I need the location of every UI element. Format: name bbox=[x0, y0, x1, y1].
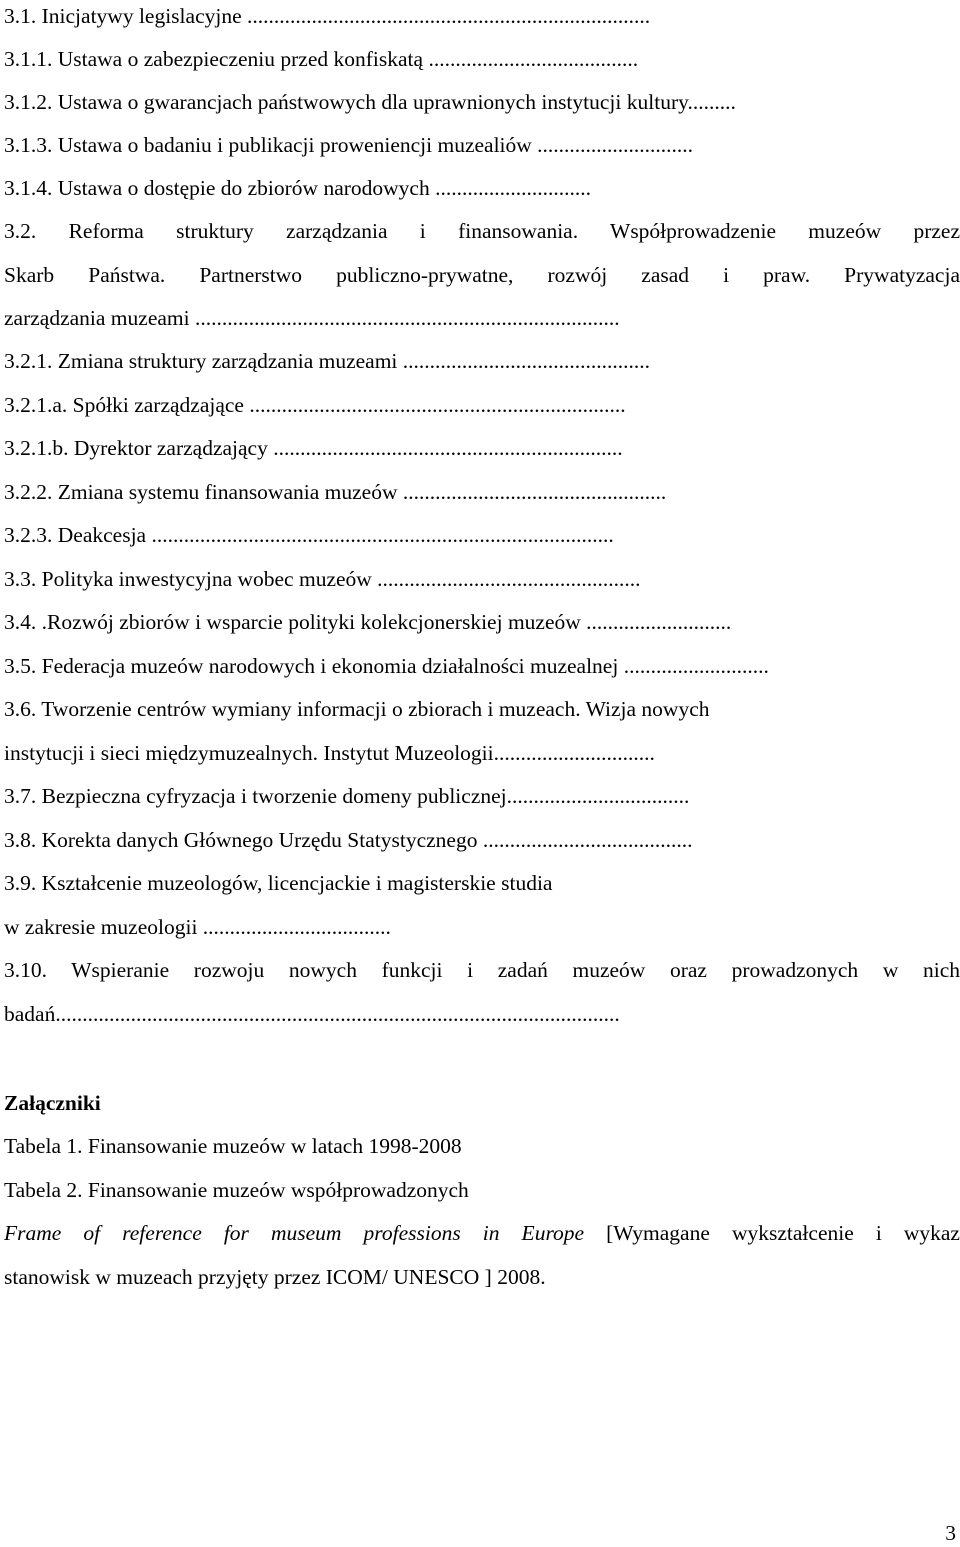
appendix-frame-reference-cont: stanowisk w muzeach przyjęty przez ICOM/ UNESCO ] 2008. bbox=[4, 1265, 546, 1289]
toc-line: 3.10. Wspieranie rozwoju nowych funkcji i zadań muzeów oraz prowadzonych w nich bbox=[4, 958, 960, 982]
toc-line: 3.6. Tworzenie centrów wymiany informacji o zbiorach i muzeach. Wizja nowych bbox=[4, 697, 710, 721]
toc-line: 3.1.4. Ustawa o dostępie do zbiorów narodowych ............................. bbox=[4, 176, 591, 200]
toc-line: w zakresie muzeologii ................................... bbox=[4, 915, 391, 939]
toc-line: 3.1.1. Ustawa o zabezpieczeniu przed konfiskatą ....................................... bbox=[4, 47, 639, 71]
page-number: 3 bbox=[945, 1521, 956, 1545]
appendix-table-1: Tabela 1. Finansowanie muzeów w latach 1998-2008 bbox=[4, 1134, 462, 1158]
toc-line: 3.2.1. Zmiana struktury zarządzania muzeami .............................................. bbox=[4, 349, 651, 373]
toc-line: 3.2.1.b. Dyrektor zarządzający ................................................................. bbox=[4, 436, 623, 460]
toc-line: instytucji i sieci międzymuzealnych. Instytut Muzeologii.............................. bbox=[4, 741, 655, 765]
toc-line: 3.2.2. Zmiana systemu finansowania muzeów ................................................. bbox=[4, 480, 667, 504]
toc-line: 3.8. Korekta danych Głównego Urzędu Statystycznego ....................................... bbox=[4, 828, 693, 852]
toc-line: 3.5. Federacja muzeów narodowych i ekonomia działalności muzealnej ........................... bbox=[4, 654, 769, 678]
appendix-table-2: Tabela 2. Finansowanie muzeów współprowadzonych bbox=[4, 1178, 469, 1202]
toc-line: 3.1.3. Ustawa o badaniu i publikacji proweniencji muzealiów ............................. bbox=[4, 133, 694, 157]
frame-reference-title: Frame of reference for museum professions in Europe bbox=[4, 1221, 585, 1245]
toc-line: 3.1. Inicjatywy legislacyjne ........................................................................... bbox=[4, 4, 651, 28]
toc-line: 3.7. Bezpieczna cyfryzacja i tworzenie domeny publicznej.................................. bbox=[4, 784, 690, 808]
toc-line: zarządzania muzeami ............................................................................... bbox=[4, 306, 620, 330]
toc-line: 3.2.3. Deakcesja ...................................................................................... bbox=[4, 523, 614, 547]
appendix-heading: Załączniki bbox=[4, 1091, 101, 1115]
frame-reference-desc: [Wymagane wykształcenie i wykaz bbox=[584, 1221, 960, 1245]
toc-line: Skarb Państwa. Partnerstwo publiczno-prywatne, rozwój zasad i praw. Prywatyzacja bbox=[4, 263, 960, 287]
toc-line: badań......................................................................................................... bbox=[4, 1002, 620, 1026]
toc-line: 3.9. Kształcenie muzeologów, licencjackie i magisterskie studia bbox=[4, 871, 553, 895]
toc-line: 3.1.2. Ustawa o gwarancjach państwowych dla uprawnionych instytucji kultury......... bbox=[4, 90, 736, 114]
toc-line: 3.4. .Rozwój zbiorów i wsparcie polityki kolekcjonerskiej muzeów ........................... bbox=[4, 610, 732, 634]
toc-line: 3.2.1.a. Spółki zarządzające ...................................................................... bbox=[4, 393, 626, 417]
toc-line: 3.3. Polityka inwestycyjna wobec muzeów ................................................. bbox=[4, 567, 641, 591]
appendix-frame-reference bbox=[4, 1219, 960, 1247]
toc-line: 3.2. Reforma struktury zarządzania i finansowania. Współprowadzenie muzeów przez bbox=[4, 219, 960, 243]
